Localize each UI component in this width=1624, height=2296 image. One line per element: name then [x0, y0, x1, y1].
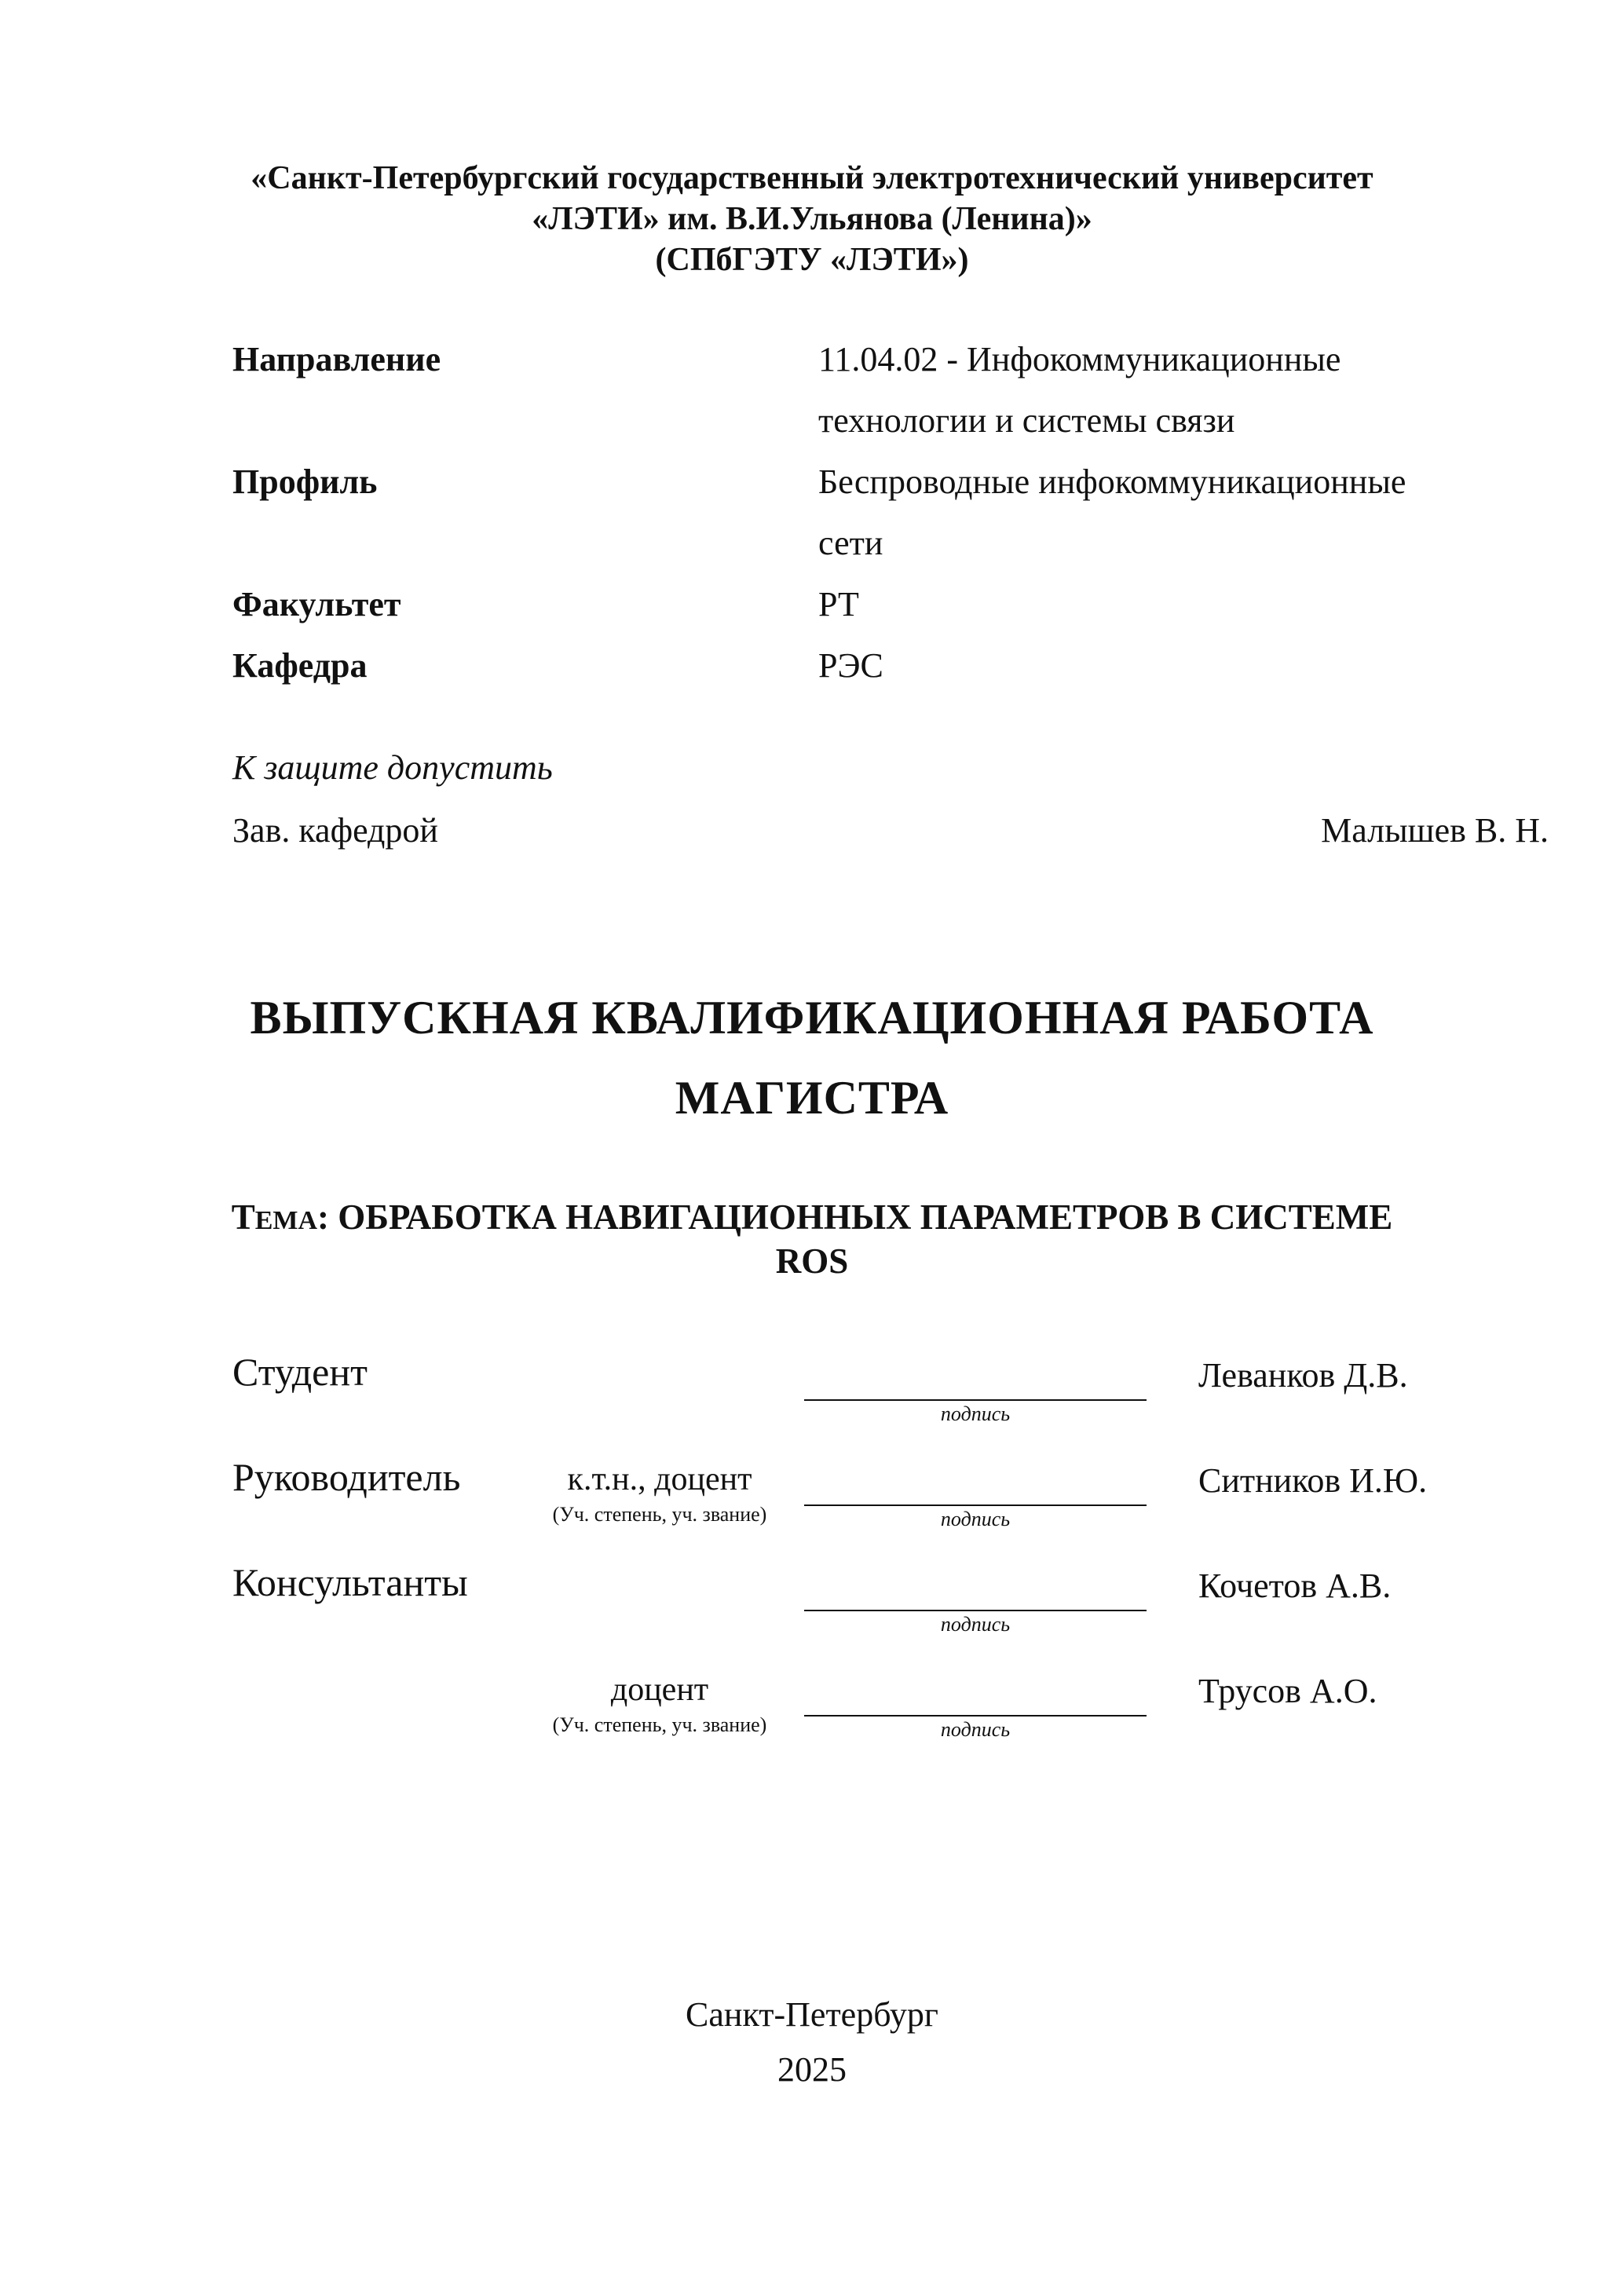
- consultant-1-signature-hint: подпись: [940, 1613, 1011, 1636]
- direction-label: Направление: [232, 340, 441, 378]
- supervisor-signature-line[interactable]: [804, 1504, 1147, 1506]
- head-of-department-role: Зав. кафедрой: [232, 811, 438, 850]
- consultant-2-signature-line[interactable]: [804, 1715, 1147, 1717]
- work-title-line-2: МАГИСТРА: [675, 1072, 949, 1124]
- work-title-line-1: ВЫПУСКНАЯ КВАЛИФИКАЦИОННАЯ РАБОТА: [250, 992, 1374, 1044]
- department-value: РЭС: [818, 646, 883, 685]
- theme-separator: :: [317, 1197, 338, 1237]
- student-name: Леванков Д.В.: [1198, 1356, 1408, 1395]
- supervisor-name: Ситников И.Ю.: [1198, 1461, 1428, 1500]
- consultant-2-degree-hint: (Уч. степень, уч. звание): [552, 1713, 767, 1736]
- approval-label: К защите допустить: [232, 748, 553, 787]
- profile-value-1: Беспроводные инфокоммуникационные: [818, 462, 1406, 501]
- supervisor-degree: к.т.н., доцент: [567, 1461, 752, 1497]
- year: 2025: [777, 2050, 847, 2089]
- student-signature-line[interactable]: [804, 1399, 1147, 1401]
- profile-value-2: сети: [818, 524, 883, 562]
- head-of-department-name: Малышев В. Н.: [1321, 811, 1549, 850]
- city: Санкт-Петербург: [686, 1995, 938, 2034]
- theme-line-1: [0, 1197, 1624, 1238]
- faculty-label: Факультет: [232, 585, 401, 623]
- faculty-value: РТ: [818, 585, 859, 623]
- supervisor-signature-hint: подпись: [940, 1508, 1011, 1530]
- consultant-1-name: Кочетов А.В.: [1198, 1567, 1392, 1605]
- direction-value-2: технологии и системы связи: [818, 401, 1235, 440]
- university-line-1: «Санкт-Петербургский государственный электротехнический университет: [251, 160, 1373, 196]
- supervisor-role: Руководитель: [232, 1455, 461, 1499]
- theme-prefix-first: Т: [231, 1197, 255, 1237]
- university-line-3: (СПбГЭТУ «ЛЭТИ»): [655, 242, 969, 278]
- theme-text-1: ОБРАБОТКА НАВИГАЦИОННЫХ ПАРАМЕТРОВ В СИСТЕМЕ: [338, 1197, 1393, 1237]
- direction-value-1: 11.04.02 - Инфокоммуникационные: [818, 340, 1341, 378]
- department-label: Кафедра: [232, 646, 368, 685]
- consultant-1-signature-line[interactable]: [804, 1610, 1147, 1611]
- theme-prefix-rest: ЕМА: [254, 1206, 318, 1235]
- consultants-role: Консультанты: [232, 1560, 468, 1604]
- university-line-2: «ЛЭТИ» им. В.И.Ульянова (Ленина)»: [532, 201, 1092, 237]
- supervisor-degree-hint: (Уч. степень, уч. звание): [552, 1503, 767, 1526]
- profile-label: Профиль: [232, 462, 378, 501]
- student-role: Студент: [232, 1350, 368, 1394]
- theme-line-2: ROS: [775, 1241, 849, 1281]
- consultant-2-degree: доцент: [610, 1672, 709, 1708]
- student-signature-hint: подпись: [940, 1402, 1011, 1425]
- consultant-2-name: Трусов А.О.: [1198, 1672, 1377, 1710]
- consultant-2-signature-hint: подпись: [940, 1718, 1011, 1741]
